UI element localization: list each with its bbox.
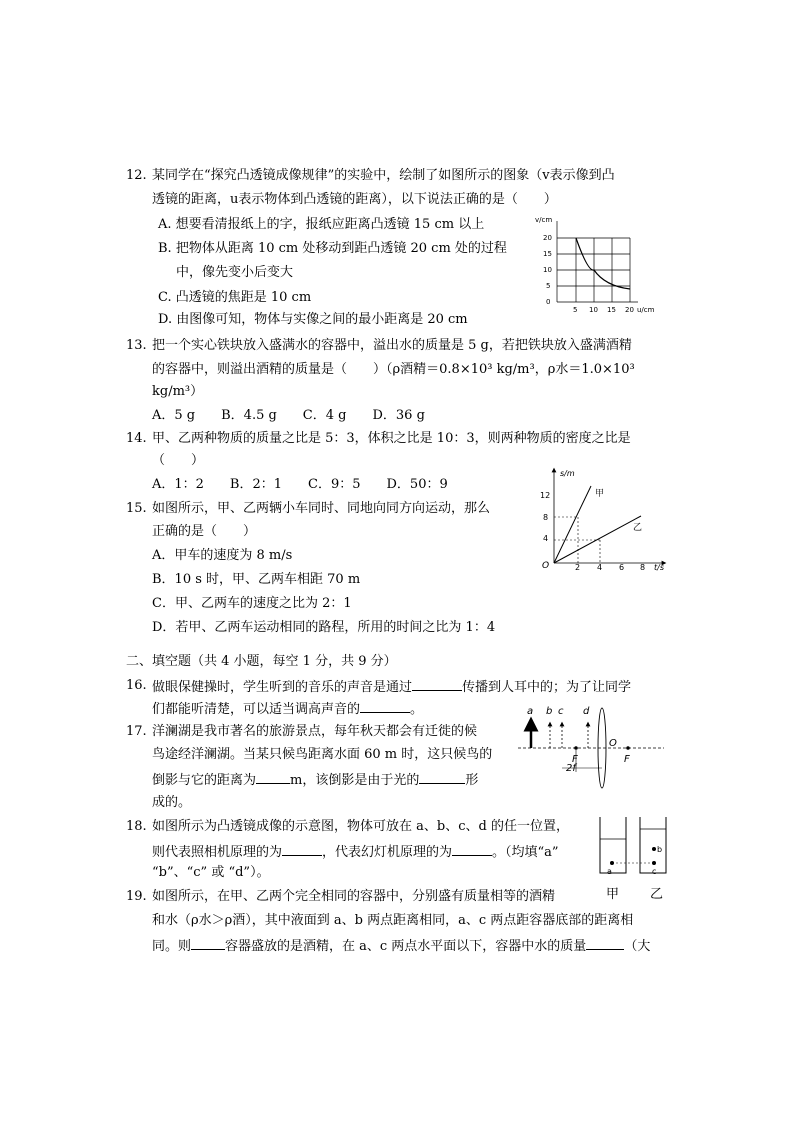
q19-label-jia: 甲 [606, 887, 620, 902]
q18-text-2a: 则代表照相机原理的为 [152, 845, 283, 860]
q19-point-c: c [652, 867, 657, 876]
q12-graph-ytick-15: 15 [543, 250, 552, 258]
q14-options: A．1：2 B．2：1 C．9：5 D．50：9 [152, 477, 448, 492]
q17-line1: 洋澜湖是我市著名的旅游景点，每年秋天都会有迁徙的候 [152, 724, 478, 739]
q12-option-b-line1: B. 把物体从距离 10 cm 处移动到距凸透镜 20 cm 处的过程 [158, 241, 507, 256]
q12-option-b-line2: 中，像先变小后变大 [176, 265, 294, 280]
q17-label-F-left: F [572, 754, 578, 765]
q15-option-a: A．甲车的速度为 8 m/s [152, 548, 293, 563]
q19-blank-2[interactable] [586, 937, 624, 950]
q17-label-O: O [609, 738, 617, 749]
q15-series-yi-label: 乙 [633, 523, 643, 533]
section2-heading: 二、填空题（共 4 小题，每空 1 分，共 9 分） [126, 654, 397, 669]
q12-graph-ylabel: v/cm [535, 216, 553, 224]
q17-line4: 成的。 [152, 795, 192, 810]
q12-number: 12. [126, 168, 147, 183]
q12-graph-ytick-0: 0 [546, 298, 551, 306]
q15-option-b: B．10 s 时，甲、乙两车相距 70 m [152, 572, 361, 587]
q12-graph-xtick-10: 10 [589, 306, 598, 314]
q17-label-F-right: F [624, 754, 630, 765]
q16-blank-2[interactable] [360, 700, 410, 713]
q15-graph-xlabel: t/s [654, 563, 664, 572]
q17-blank-1[interactable] [256, 771, 290, 784]
q15-graph-ytick-4: 4 [543, 534, 549, 543]
q18-text-2c: 。（均填“a” [492, 845, 559, 860]
q16-blank-1[interactable] [412, 678, 462, 691]
q18-line1: 如图所示为凸透镜成像的示意图，物体可放在 a、b、c、d 的任一位置， [152, 819, 569, 834]
q16-text-2a: 们都能听清楚，可以适当调高声音的 [152, 702, 361, 717]
q17-blank-2[interactable] [419, 771, 465, 784]
q15-graph-ytick-8: 8 [543, 513, 549, 522]
q14-number: 14. [126, 431, 147, 446]
q15-number: 15. [126, 501, 147, 516]
q17-text-3b: m，该倒影是由于光的 [290, 773, 420, 788]
q12-graph-ytick-10: 10 [543, 266, 552, 274]
q12-option-c: C. 凸透镜的焦距是 10 cm [158, 290, 312, 305]
q17-label-a: a [527, 706, 534, 717]
q15-graph-origin: O [542, 561, 550, 571]
q16-line2 [152, 700, 423, 718]
q17-text-3a: 倒影与它的距离为 [152, 773, 257, 788]
q18-line3: “b”、“c” 或 “d”）。 [152, 865, 270, 880]
q12-graph-ytick-20: 20 [543, 234, 552, 242]
q15-stem-line1: 如图所示，甲、乙两辆小车同时、同地向同方向运动，那么 [152, 501, 491, 516]
q18-blank-1[interactable] [282, 843, 322, 856]
q15-graph-ytick-12: 12 [540, 491, 551, 500]
q18-19-containers-diagram [598, 815, 674, 877]
q17-lens-diagram [516, 700, 666, 772]
q19-text-3c: （大 [624, 939, 651, 954]
q17-label-2f: 2f [566, 763, 576, 774]
q15-st-graph [536, 466, 671, 571]
q12-option-d: D. 由图像可知，物体与实像之间的最小距离是 20 cm [158, 312, 468, 327]
q17-label-b: b [546, 706, 553, 717]
q12-stem-line1: 某同学在“探究凸透镜成像规律”的实验中，绘制了如图所示的图象（v表示像到凸 [152, 168, 615, 183]
q19-line3 [152, 937, 650, 955]
q17-number: 17. [126, 724, 147, 739]
q15-line-jia [554, 486, 591, 563]
q15-option-c: C．甲、乙两车的速度之比为 2：1 [152, 596, 352, 611]
q17-line2: 鸟途经洋澜湖。当某只候鸟距离水面 60 m 时，这只候鸟的 [152, 747, 493, 762]
q12-graph-xtick-20: 20 [625, 306, 634, 314]
q19-point-b: b [657, 845, 663, 854]
q18-text-2b: ，代表幻灯机原理的为 [322, 845, 453, 860]
q17-text-3c: 形 [465, 773, 479, 788]
q13-stem-line1: 把一个实心铁块放入盛满水的容器中，溢出水的质量是 5 g，若把铁块放入盛满酒精 [152, 338, 632, 353]
q19-point-a: a [607, 867, 612, 876]
q15-graph-xtick-2: 2 [575, 563, 581, 572]
q19-line2: 和水（ρ水＞ρ酒），其中液面到 a、b 两点距离相同，a、c 两点距容器底部的距离相 [152, 913, 634, 928]
q19-label-yi: 乙 [650, 887, 664, 902]
q12-graph-ytick-5: 5 [546, 282, 551, 290]
q16-text-1b: 传播到人耳中的；为了让同学 [462, 680, 632, 695]
q18-blank-2[interactable] [452, 843, 492, 856]
q18-line2 [152, 843, 559, 861]
q12-vu-graph [533, 212, 663, 317]
q19-line1: 如图所示，在甲、乙两个完全相同的容器中，分别盛有质量相等的酒精 [152, 889, 556, 904]
q12-option-a: A. 想要看清报纸上的字，报纸应距离凸透镜 15 cm 以上 [158, 217, 485, 232]
q15-graph-ylabel: s/m [560, 469, 575, 478]
q16-line1 [152, 678, 631, 696]
q13-stem-line2: 的容器中，则溢出酒精的质量是（ ）（ρ酒精＝0.8×10³ kg/m³，ρ水＝1.0×10³ [152, 362, 635, 377]
q12-graph-xlabel: u/cm [637, 306, 655, 314]
q19-blank-1[interactable] [191, 937, 225, 950]
q17-label-c: c [558, 706, 564, 717]
q15-graph-xtick-8: 8 [640, 563, 646, 572]
q17-line3 [152, 771, 478, 789]
q18-number: 18. [126, 819, 147, 834]
q19-number: 19. [126, 889, 147, 904]
q19-text-3b: 容器盛放的是酒精，在 a、c 两点水平面以下，容器中水的质量 [225, 939, 587, 954]
q16-number: 16. [126, 678, 147, 693]
q17-label-d: d [583, 706, 590, 717]
q19-text-3a: 同。则 [152, 939, 192, 954]
q12-graph-xtick-5: 5 [573, 306, 578, 314]
q13-number: 13. [126, 338, 147, 353]
q14-stem-line2: （ ） [152, 453, 205, 468]
q15-option-d: D．若甲、乙两车运动相同的路程，所用的时间之比为 1：4 [152, 620, 496, 635]
q12-stem-line2: 透镜的距离，u表示物体到凸透镜的距离），以下说法正确的是（ ） [152, 192, 557, 207]
q16-text-1a: 做眼保健操时，学生听到的音乐的声音是通过 [152, 680, 413, 695]
q12-graph-curve [576, 238, 630, 289]
q15-graph-xtick-6: 6 [619, 563, 625, 572]
q13-stem-line3: kg/m³） [152, 384, 204, 399]
q12-graph-xtick-15: 15 [607, 306, 616, 314]
q15-stem-line2: 正确的是（ ） [152, 524, 257, 539]
q15-graph-xtick-4: 4 [597, 563, 603, 572]
q15-series-jia-label: 甲 [595, 489, 605, 499]
q16-text-2b: 。 [410, 702, 424, 717]
q15-line-yi [554, 516, 641, 563]
q13-options: A．5 g B．4.5 g C．4 g D．36 g [152, 408, 425, 423]
q14-stem-line1: 甲、乙两种物质的质量之比是 5：3，体积之比是 10：3，则两种物质的密度之比是 [152, 431, 631, 446]
